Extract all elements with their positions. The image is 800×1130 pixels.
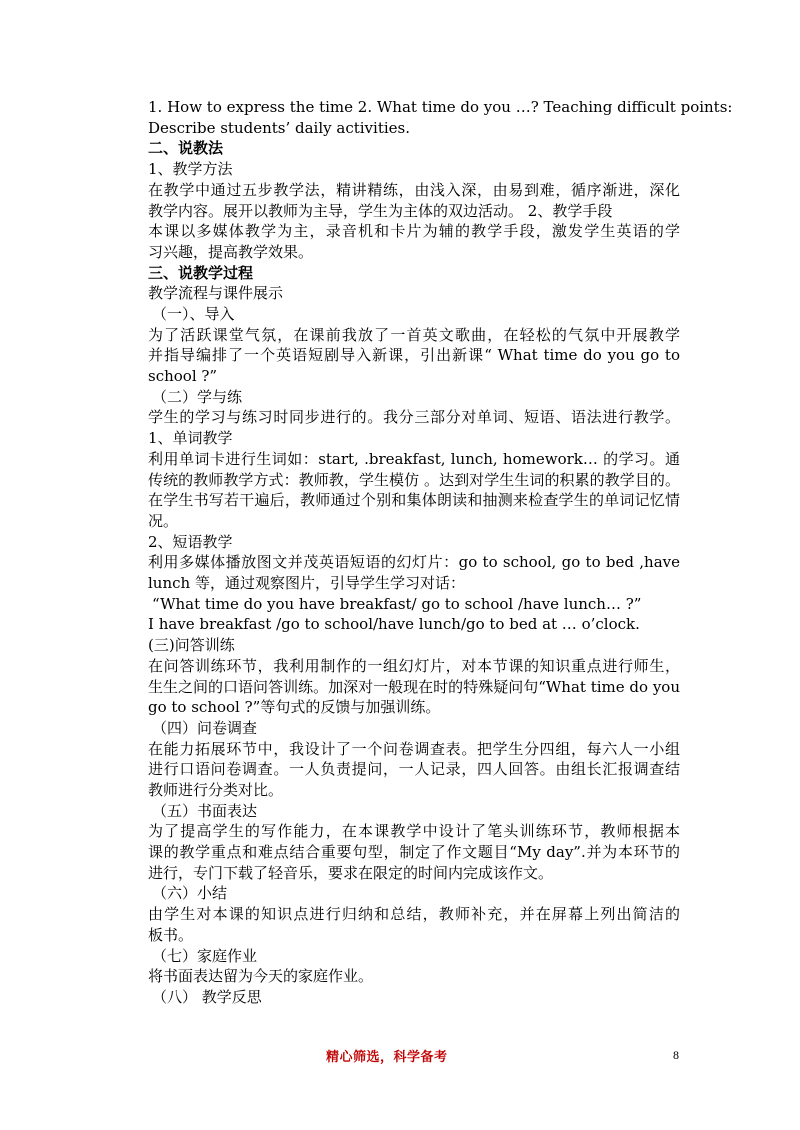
document-lines — [148, 97, 733, 1008]
text-line: lunch 等，通过观察图片，引导学生学习对话： — [148, 574, 465, 593]
text-line: 进行口语问卷调查。一人负责提问，一人记录，四人回答。由组长汇报调查结 — [148, 760, 680, 779]
section-heading: 三、说教学过程 — [148, 263, 254, 282]
text-line: school ?” — [148, 367, 218, 386]
text-line: 并指导编排了一个英语短剧导入新课，引出新课“ What time do you go to — [148, 346, 680, 365]
text-line: 为了活跃课堂气氛，在课前我放了一首英文歌曲，在轻松的气氛中开展教学 — [148, 325, 680, 344]
text-line: （八） 教学反思 — [152, 987, 262, 1006]
section-heading: 二、说教法 — [148, 139, 224, 158]
text-line: (三)问答训练 — [148, 636, 235, 655]
text-line: 1. How to express the time 2. What time do you …? Teaching difficult points: — [148, 98, 733, 116]
text-line: go to school ?”等句式的反馈与加强训练。 — [148, 698, 441, 717]
text-line: 在学生书写若干遍后，教师通过个别和集体朗读和抽测来检查学生的单词记忆情 — [148, 491, 680, 510]
page-number: 8 — [673, 1048, 679, 1062]
text-line: 2、短语教学 — [148, 532, 233, 551]
text-line: 教师进行分类对比。 — [148, 781, 284, 799]
text-line: “What time do you have breakfast/ go to school /have lunch… ?” — [152, 594, 642, 613]
text-line: 习兴趣，提高教学效果。 — [148, 242, 314, 261]
text-line: 在问答训练环节，我利用制作的一组幻灯片，对本节课的知识重点进行师生， — [148, 656, 680, 675]
text-line: 学生的学习与练习时同步进行的。我分三部分对单词、短语、语法进行教学。 — [148, 408, 680, 427]
text-line: （六）小结 — [152, 884, 228, 903]
text-line: 利用多媒体播放图文并茂英语短语的幻灯片：go to school, go to bed ,have — [148, 553, 680, 572]
text-line: 1、教学方法 — [148, 160, 233, 179]
text-line: 教学内容。展开以教师为主导，学生为主体的双边活动。 2、教学手段 — [148, 201, 613, 220]
text-line: （一）、导入 — [152, 305, 235, 323]
text-line: 将书面表达留为今天的家庭作业。 — [148, 967, 374, 986]
text-line: 生生之间的口语问答训练。加深对一般现在时的特殊疑问句“What time do you — [148, 677, 680, 696]
text-line: 板书。 — [148, 925, 194, 944]
text-line: 况。 — [148, 511, 179, 530]
text-line: 教学流程与课件展示 — [148, 284, 284, 303]
document-body — [148, 97, 733, 1008]
footer-slogan: 精心筛选，科学备考 — [326, 1050, 448, 1065]
text-line: 为了提高学生的写作能力，在本课教学中设计了笔头训练环节，教师根据本 — [148, 822, 680, 841]
text-line: 1、单词教学 — [148, 429, 233, 448]
text-line: 传统的教师教学方式：教师教，学生模仿 。达到对学生生词的积累的教学目的。 — [148, 470, 680, 489]
text-line: 课的教学重点和难点结合重要句型，制定了作文题目“My day”.并为本环节的 — [148, 843, 680, 862]
text-line: Describe students’ daily activities. — [148, 118, 410, 137]
text-line: 本课以多媒体教学为主，录音机和卡片为辅的教学手段，激发学生英语的学 — [148, 222, 680, 241]
text-line: （七）家庭作业 — [152, 946, 258, 965]
text-line: （五）书面表达 — [152, 801, 258, 820]
page-footer — [0, 1046, 800, 1068]
text-line: 由学生对本课的知识点进行归纳和总结，教师补充，并在屏幕上列出简洁的 — [148, 905, 680, 924]
text-line: I have breakfast /go to school/have lunch/go to bed at … o’clock. — [148, 615, 640, 634]
text-line: 在能力拓展环节中，我设计了一个问卷调查表。把学生分四组，每六人一小组 — [148, 739, 680, 758]
text-line: （四）问卷调查 — [152, 718, 258, 737]
text-line: 利用单词卡进行生词如：start, .breakfast, lunch, homework… 的学习。通 — [148, 449, 680, 468]
text-line: 在教学中通过五步教学法，精讲精练，由浅入深，由易到难，循序渐进，深化 — [148, 180, 680, 199]
text-line: （二）学与练 — [152, 387, 243, 406]
text-line: 进行，专门下载了轻音乐，要求在限定的时间内完成该作文。 — [148, 863, 554, 882]
